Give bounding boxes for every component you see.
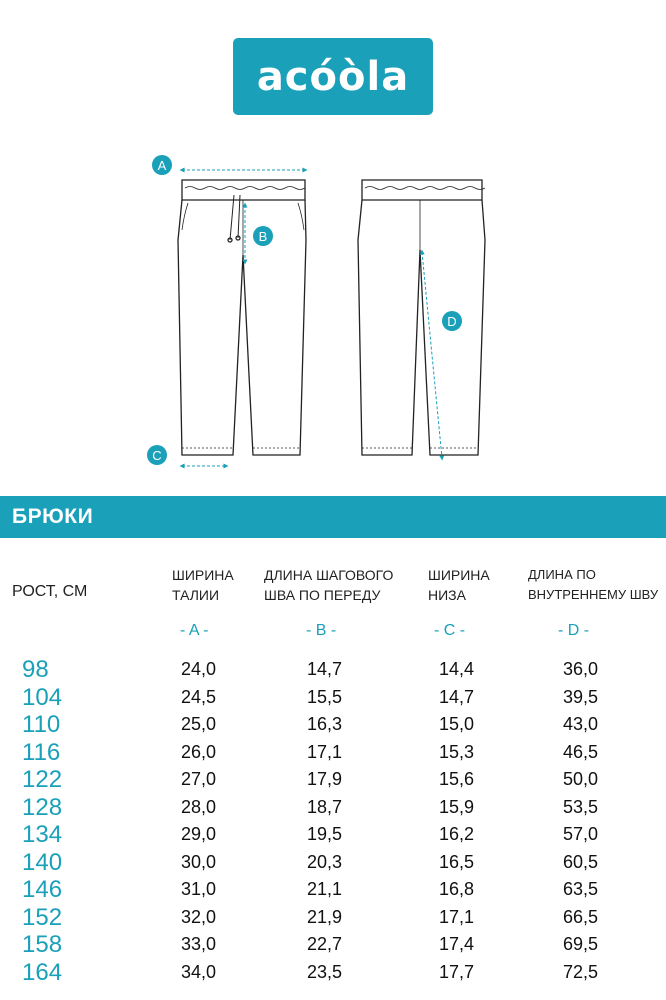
front-rise-cell: 17,1 — [307, 741, 343, 762]
front-rise-cell: 21,1 — [307, 879, 343, 899]
label-a-text: A — [157, 158, 167, 173]
hem-width-cell: 15,0 — [439, 714, 475, 734]
column-header-d — [528, 565, 658, 605]
column-header-b-line1: ДЛИНА ШАГОВОГО — [264, 567, 394, 583]
pants-front-view — [178, 180, 306, 455]
inseam-cell: 43,0 — [563, 714, 599, 734]
inseam-cell: 50,0 — [563, 769, 599, 789]
waist-width-cell: 33,0 — [181, 934, 217, 954]
height-column-header: РОСТ, СМ — [12, 583, 88, 600]
waist-width-cell: 31,0 — [181, 879, 217, 899]
table-row — [0, 794, 666, 822]
column-header-c-line2: НИЗА — [428, 587, 466, 603]
inseam-cell: 72,5 — [563, 961, 599, 982]
waist-width-cell: 24,0 — [181, 659, 217, 679]
front-rise-cell: 18,7 — [307, 796, 343, 817]
column-header-d-line1: ДЛИНА ПО — [528, 567, 596, 582]
inseam-cell: 36,0 — [563, 659, 599, 679]
hem-width-cell: 17,1 — [439, 906, 475, 927]
height-cell: 104 — [22, 683, 63, 711]
table-row — [0, 711, 666, 739]
hem-width-cell: 16,5 — [439, 851, 475, 872]
table-row — [0, 684, 666, 712]
waist-width-cell: 30,0 — [181, 851, 217, 872]
waist-width-cell: 34,0 — [181, 961, 217, 982]
hem-width-cell: 16,8 — [439, 879, 475, 899]
height-cell: 98 — [22, 656, 49, 683]
height-cell: 140 — [22, 848, 63, 876]
hem-width-cell: 17,4 — [439, 934, 475, 954]
column-letter-d: - D - — [558, 622, 590, 639]
front-rise-cell: 22,7 — [307, 934, 343, 954]
front-rise-cell: 14,7 — [307, 659, 343, 679]
inseam-cell: 69,5 — [563, 934, 599, 954]
brand-logo-text: acóòla — [256, 53, 410, 100]
column-letter-a: - A - — [180, 622, 209, 639]
column-letter-b: - B - — [306, 622, 337, 639]
height-cell: 110 — [22, 711, 61, 738]
waist-width-cell: 32,0 — [181, 906, 217, 927]
inseam-cell: 57,0 — [563, 824, 599, 844]
front-rise-cell: 19,5 — [307, 824, 343, 844]
front-rise-cell: 15,5 — [307, 686, 343, 707]
front-rise-cell: 20,3 — [307, 851, 343, 872]
height-cell: 134 — [22, 821, 63, 848]
inseam-cell: 63,5 — [563, 879, 599, 899]
waist-width-cell: 28,0 — [181, 796, 217, 817]
table-row — [0, 931, 666, 959]
column-header-d-line2: ВНУТРЕННЕМУ ШВУ — [528, 587, 659, 602]
inseam-cell: 66,5 — [563, 906, 599, 927]
page-title: БРЮКИ — [12, 505, 94, 528]
column-header-c-line1: ШИРИНА — [428, 567, 490, 583]
label-d-text: D — [447, 314, 457, 329]
table-row — [0, 959, 666, 987]
table-row — [0, 821, 666, 849]
waist-width-cell: 25,0 — [181, 714, 217, 734]
column-header-a — [172, 565, 234, 605]
inseam-cell: 53,5 — [563, 796, 599, 817]
brand-logo — [233, 38, 433, 115]
height-cell: 116 — [22, 738, 61, 766]
column-header-b — [264, 565, 393, 605]
label-d-marker — [442, 311, 462, 331]
waist-width-cell: 26,0 — [181, 741, 217, 762]
pants-diagram — [0, 140, 666, 480]
hem-width-cell: 15,3 — [439, 741, 475, 762]
inseam-cell: 46,5 — [563, 741, 599, 762]
hem-width-cell: 17,7 — [439, 961, 475, 982]
height-cell: 164 — [22, 958, 63, 986]
table-row — [0, 876, 666, 904]
height-cell: 152 — [22, 903, 63, 931]
inseam-cell: 60,5 — [563, 851, 599, 872]
hem-width-cell: 14,4 — [439, 659, 475, 679]
hem-width-cell: 14,7 — [439, 686, 475, 707]
pants-back-view — [358, 180, 485, 455]
inseam-cell: 39,5 — [563, 686, 599, 707]
label-c-text: C — [152, 448, 162, 463]
column-letter-c: - C - — [434, 622, 466, 639]
table-row — [0, 904, 666, 932]
section-title-band — [0, 496, 666, 538]
column-header-c — [428, 565, 490, 605]
front-rise-cell: 17,9 — [307, 769, 343, 789]
hem-width-cell: 15,6 — [439, 769, 475, 789]
label-c-marker — [147, 445, 167, 465]
table-row — [0, 739, 666, 767]
height-cell: 158 — [22, 931, 63, 958]
waist-width-cell: 29,0 — [181, 824, 217, 844]
measurement-arrows — [182, 170, 442, 466]
hem-width-cell: 16,2 — [439, 824, 475, 844]
table-row — [0, 766, 666, 794]
height-cell: 128 — [22, 793, 63, 821]
front-rise-cell: 16,3 — [307, 714, 343, 734]
column-header-b-line2: ШВА ПО ПЕРЕДУ — [264, 587, 381, 603]
label-a-marker — [152, 155, 172, 175]
hem-width-cell: 15,9 — [439, 796, 475, 817]
height-cell: 146 — [22, 876, 63, 903]
size-table — [0, 656, 666, 986]
label-b-text: B — [258, 229, 268, 244]
waist-width-cell: 24,5 — [181, 686, 217, 707]
waist-width-cell: 27,0 — [181, 769, 217, 789]
front-rise-cell: 23,5 — [307, 961, 343, 982]
height-cell: 122 — [22, 766, 63, 793]
front-rise-cell: 21,9 — [307, 906, 343, 927]
table-row — [0, 849, 666, 877]
table-row — [0, 656, 666, 684]
column-header-a-line2: ТАЛИИ — [172, 587, 220, 603]
column-header-a-line1: ШИРИНА — [172, 567, 234, 583]
label-b-marker — [253, 226, 273, 246]
